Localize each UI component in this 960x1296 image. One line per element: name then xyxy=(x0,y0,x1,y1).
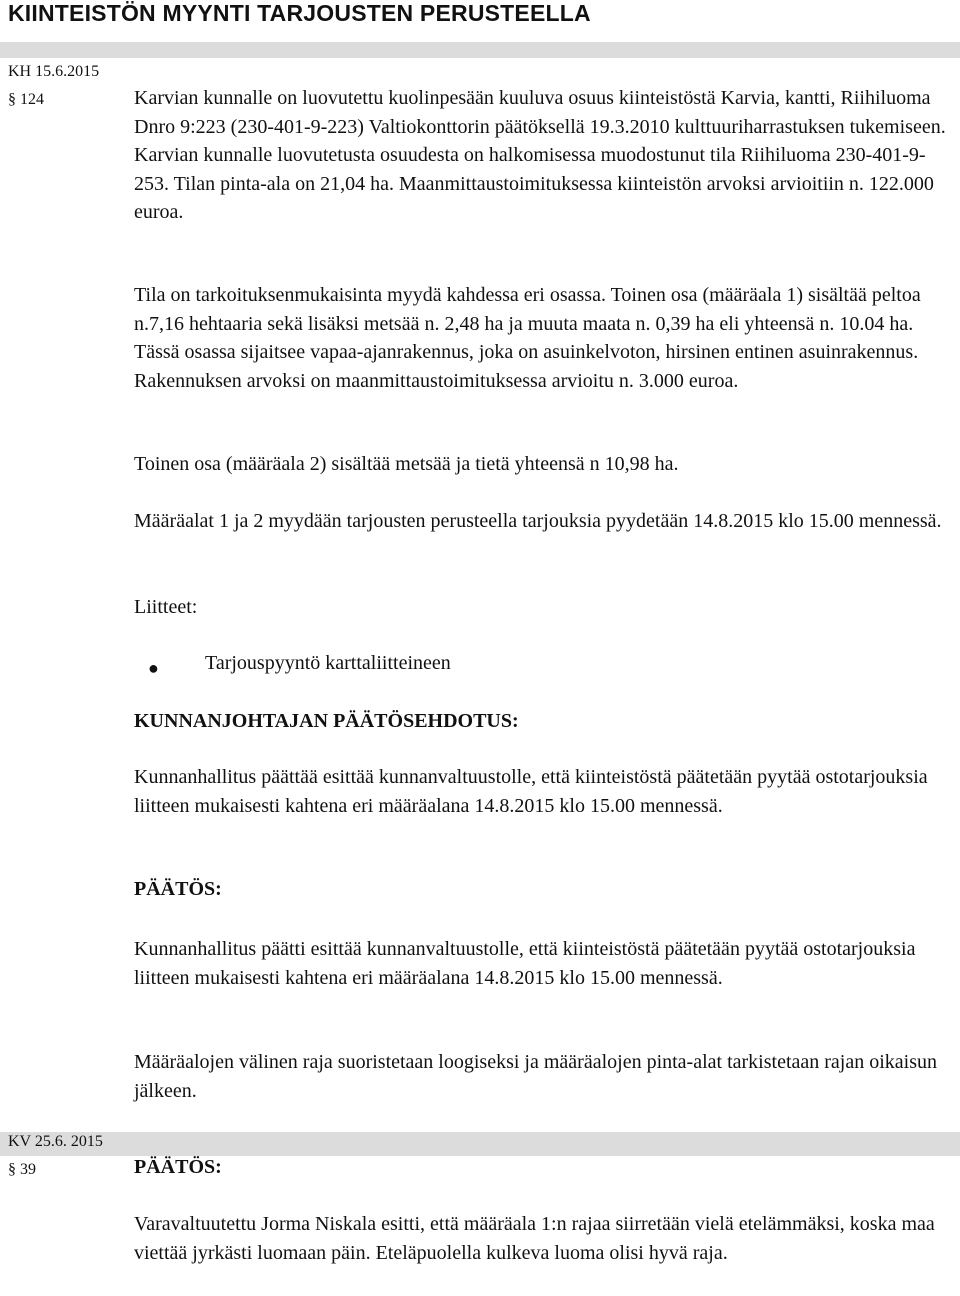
attachments-label: Liitteet: xyxy=(134,596,198,618)
attachment-label: Tarjouspyyntö karttaliitteineen xyxy=(205,652,451,674)
bullet-icon: ● xyxy=(148,658,159,678)
intro-paragraph: Karvian kunnalle on luovutettu kuolinpesään kuuluva osuus kiinteistöstä Karvia, kantti, Riihiluoma Dnro 9:223 (230-401-9-223) Valtiokonttorin päätöksellä 19.3.2010 kulttuuriharrastuksen tukemiseen. Karvian kunnalle luovutetusta osuudesta on halkomisessa muodostunut tila Riihiluoma 230-401-9-253. Tilan pinta-ala on 21,04 ha. Maanmittaustoimituksessa kiinteistön arvoksi arvioitiin n. 122.000 euroa. xyxy=(134,87,946,223)
kv-decision-heading: PÄÄTÖS: xyxy=(134,1156,222,1178)
sale-paragraph: Määräalat 1 ja 2 myydään tarjousten perusteella tarjouksia pyydetään 14.8.2015 klo 15.00 mennessä. xyxy=(134,510,942,532)
kh-date: KH 15.6.2015 xyxy=(8,63,100,80)
part1-paragraph: Tila on tarkoituksenmukaisinta myydä kahdessa eri osassa. Toinen osa (määräala 1) sisältää peltoa n.7,16 hehtaaria sekä lisäksi metsää n. 2,48 ha ja muuta maata n. 0,39 ha eli yhteensä n. 10.04 ha. Tässä osassa sijaitsee vapaa-ajanrakennus, joka on asuinkelvoton, hirsinen entinen asuinrakennus. Rakennuksen arvoksi on maanmittaustoimituksessa arvioitu n. 3.000 euroa. xyxy=(134,284,921,392)
decision-heading: PÄÄTÖS: xyxy=(134,878,222,900)
kv-section-number: § 39 xyxy=(8,1161,36,1178)
part2-paragraph: Toinen osa (määräala 2) sisältää metsää ja tietä yhteensä n 10,98 ha. xyxy=(134,453,679,475)
kh-section-number: § 124 xyxy=(8,91,44,108)
decision-paragraph: Kunnanhallitus päätti esittää kunnanvaltuustolle, että kiinteistöstä päätetään pyytää ostotarjouksia liitteen mukaisesti kahtena eri määräalana 14.8.2015 klo 15.00 mennessä. xyxy=(134,938,916,989)
proposal-paragraph: Kunnanhallitus päättää esittää kunnanvaltuustolle, että kiinteistöstä päätetään pyytää ostotarjouksia liitteen mukaisesti kahtena eri määräalana 14.8.2015 klo 15.00 mennessä. xyxy=(134,766,928,817)
section-divider xyxy=(0,42,960,58)
kv-date: KV 25.6. 2015 xyxy=(8,1133,103,1150)
kv-section-band xyxy=(0,1132,960,1156)
document-title: KIINTEISTÖN MYYNTI TARJOUSTEN PERUSTEELLA xyxy=(8,0,591,26)
decision-note-paragraph: Määräalojen välinen raja suoristetaan loogiseksi ja määräalojen pinta-alat tarkistetaan rajan oikaisun jälkeen. xyxy=(134,1051,938,1102)
proposal-heading: KUNNANJOHTAJAN PÄÄTÖSEHDOTUS: xyxy=(134,710,519,732)
kv-paragraph: Varavaltuutettu Jorma Niskala esitti, että määräala 1:n rajaa siirretään vielä etelämmäksi, koska maa viettää jyrkästi luomaan päin. Eteläpuolella kulkeva luoma olisi hyvä raja. xyxy=(134,1213,935,1264)
